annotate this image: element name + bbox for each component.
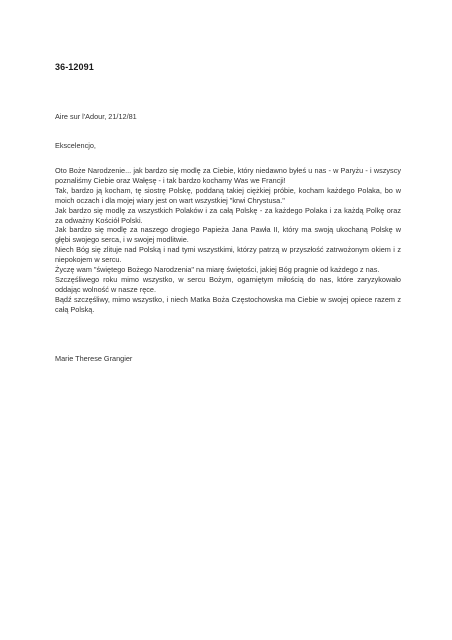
letter-paragraph: Życzę wam "świętego Bożego Narodzenia" na miarę świętości, jakiej Bóg pragnie od każdego z nas. <box>55 265 380 275</box>
letter-paragraph: Szczęśliwego roku mimo wszystko, w sercu Bożym, ogarniętym miłością do nas, które zaryzykowało oddając wolność w nasze ręce. <box>55 274 401 294</box>
salutation: Ekscelencjo, <box>55 141 96 150</box>
letter-paragraph: Niech Bóg się zlituje nad Polską i nad tymi wszystkimi, którzy patrzą w przyszłość zatrwożonym okiem i z niepokojem w sercu. <box>55 245 401 265</box>
letter-body <box>55 166 401 315</box>
letter-paragraph: Tak, bardzo ją kocham, tę siostrę Polskę, poddaną takiej ciężkiej próbie, kocham każdego Polaka, bo w moich oczach i dla mojej wiary jest on wart wszystkiej "krwi Chrystusa." <box>55 185 401 205</box>
letter-paragraph: Oto Boże Narodzenie... jak bardzo się modlę za Ciebie, który niedawno byłeś u nas - w Paryżu - i wszyscy poznaliśmy Ciebie oraz Wałęsę - i tak bardzo kochamy Was we Francji! <box>55 166 401 185</box>
place-and-date: Aire sur l'Adour, 21/12/81 <box>55 112 137 121</box>
letter-paragraph: Bądź szczęśliwy, mimo wszystko, i niech Matka Boża Częstochowska ma Ciebie w swojej opiece razem z całą Polską. <box>55 294 401 314</box>
letter-paragraph: Jak bardzo się modlę za wszystkich Polaków i za całą Polskę - za każdego Polaka i za każdą Polkę oraz za odważny Kościół Polski. <box>55 205 401 225</box>
letter-paragraph: Jak bardzo się modlę za naszego drogiego Papieża Jana Pawła II, który ma swoją ukochaną Polskę w głębi swojego serca, i w swojej modlitwie. <box>55 225 401 245</box>
document-id: 36-12091 <box>55 62 94 72</box>
signature: Marie Therese Grangier <box>55 354 133 363</box>
